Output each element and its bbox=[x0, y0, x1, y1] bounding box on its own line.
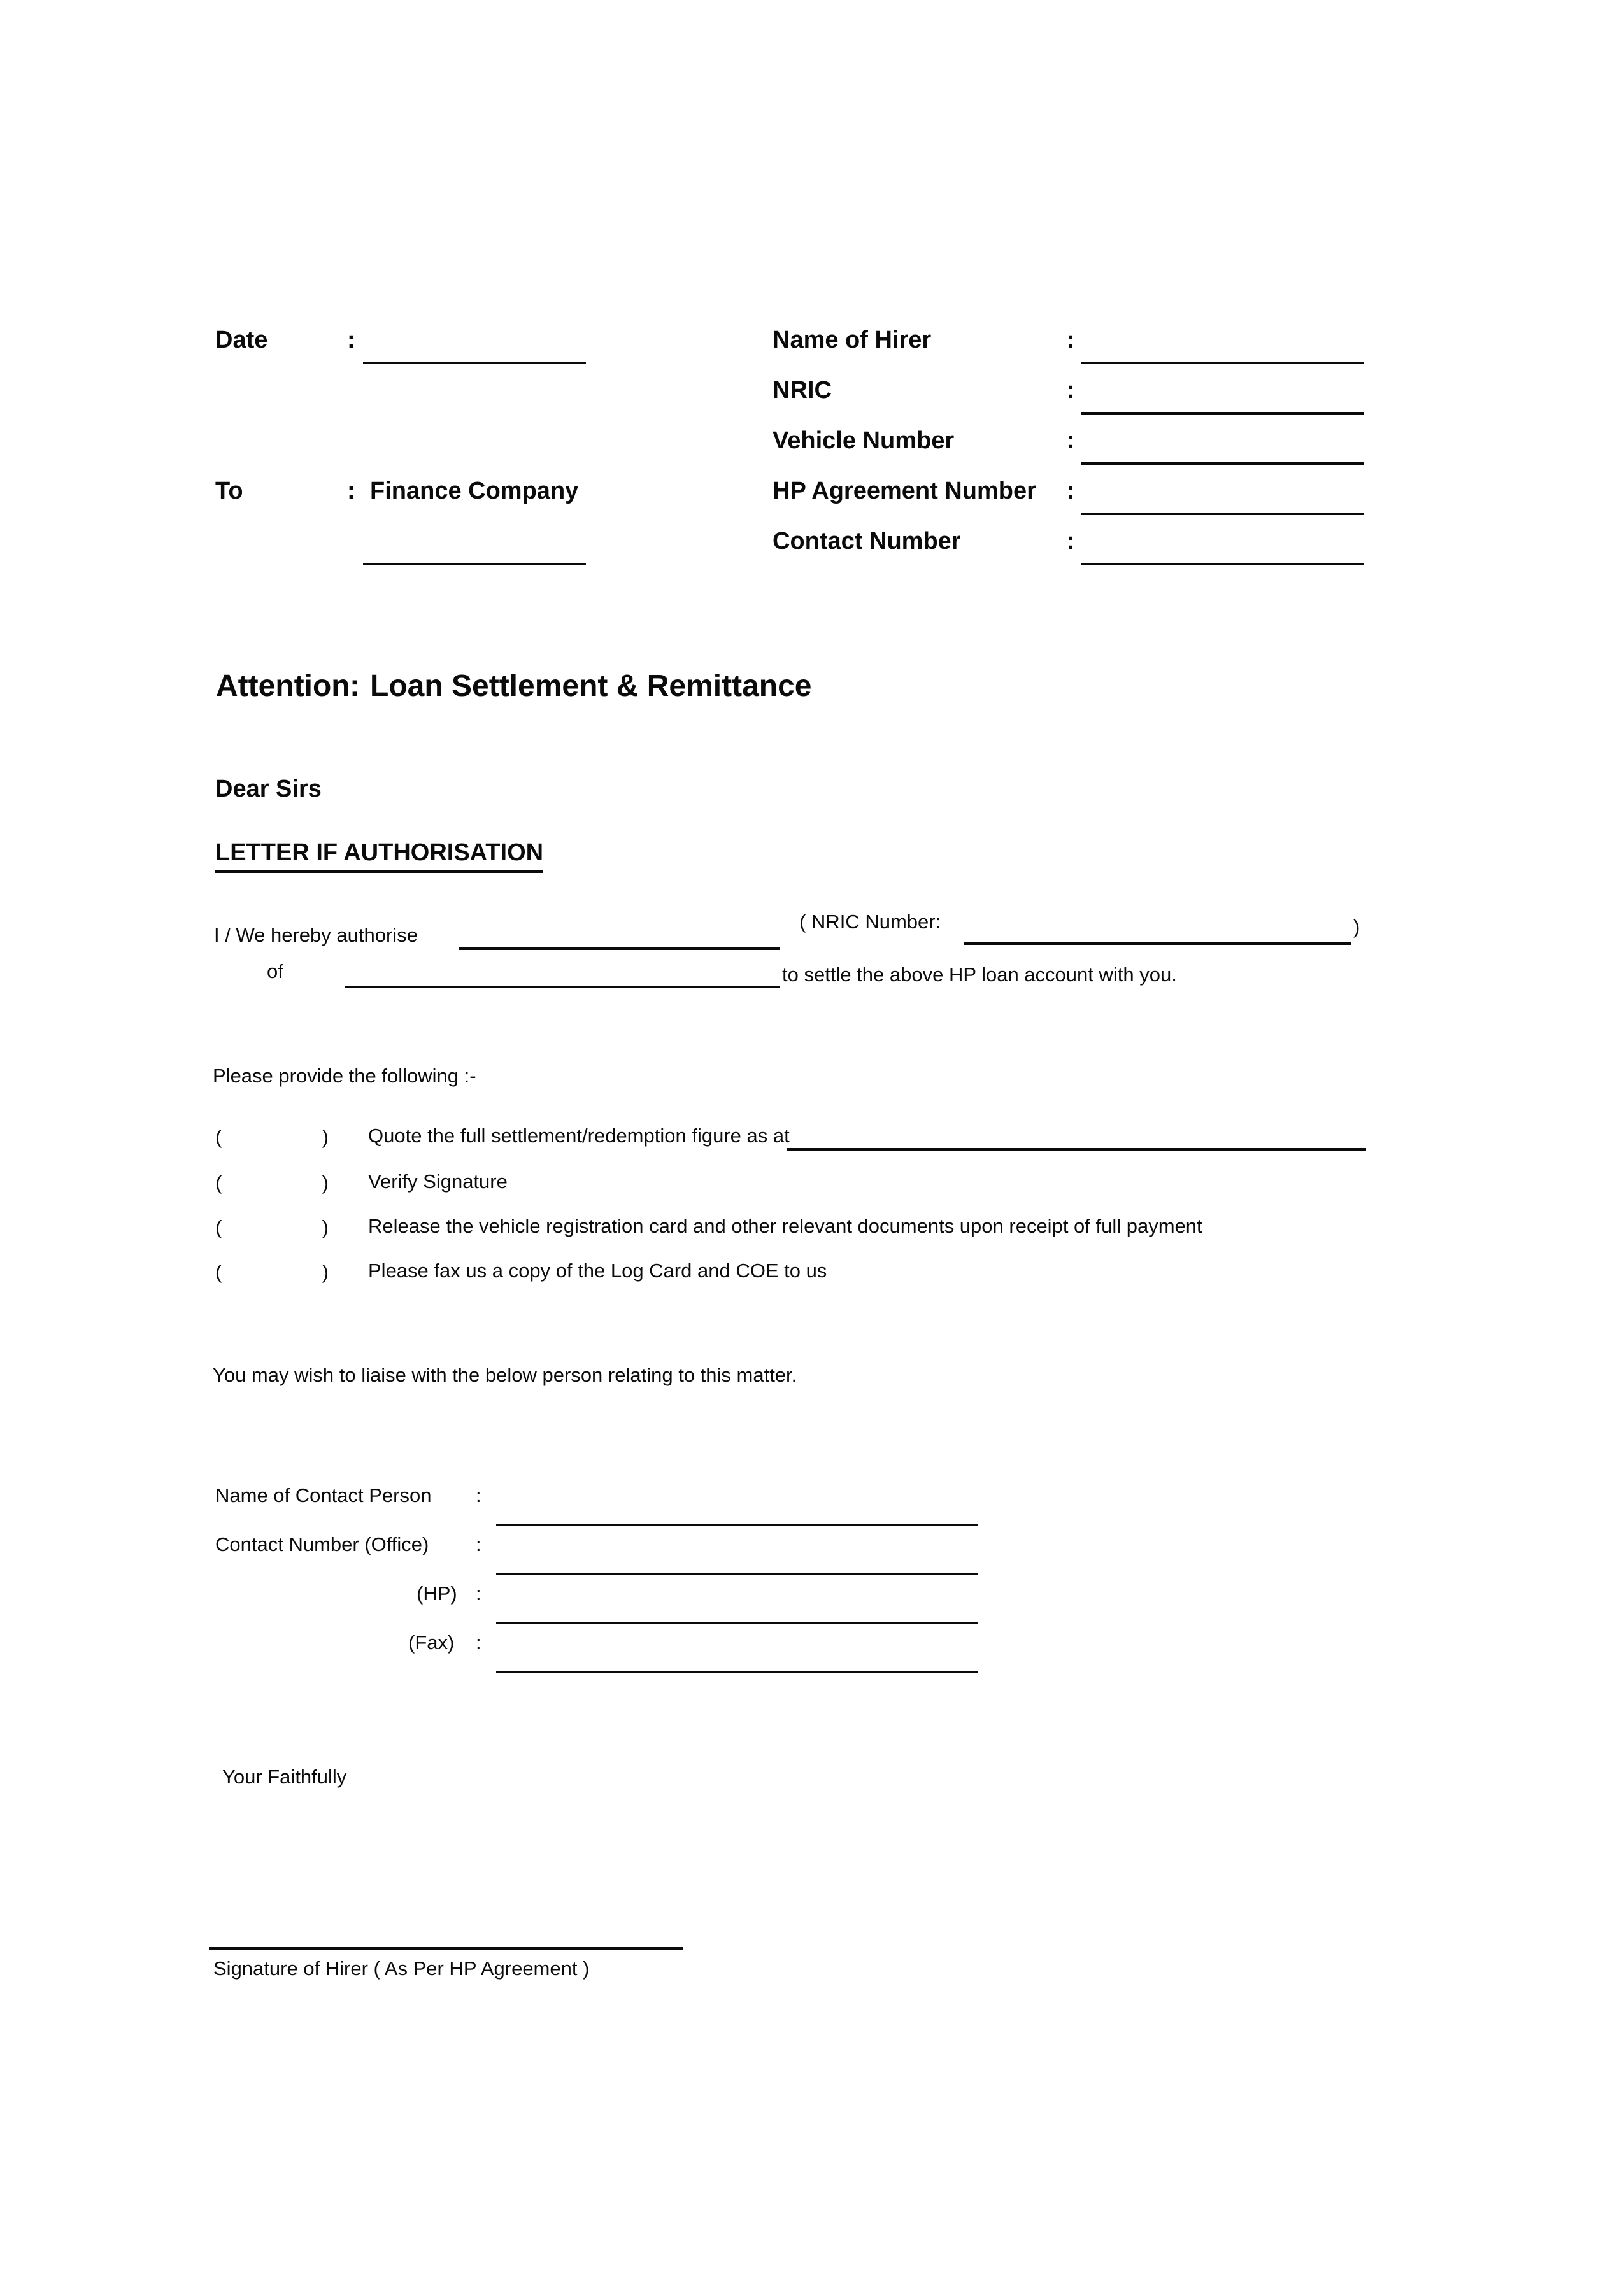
nric-label: NRIC bbox=[773, 377, 832, 404]
date-colon: : bbox=[347, 327, 355, 353]
item-release-documents-label: Release the vehicle registration card and other relevant documents upon receipt of full payment bbox=[368, 1215, 1202, 1237]
nric-number-fill-line[interactable] bbox=[964, 942, 1351, 945]
attention-value: Loan Settlement & Remittance bbox=[370, 669, 812, 703]
nric-number-close: ) bbox=[1353, 916, 1360, 938]
to-colon: : bbox=[347, 478, 355, 504]
authorised-company-fill-line[interactable] bbox=[345, 986, 780, 988]
paren-close: ) bbox=[322, 1261, 329, 1283]
paren-open: ( bbox=[215, 1216, 222, 1238]
authorise-of-label: of bbox=[267, 960, 283, 982]
paren-close: ) bbox=[322, 1216, 329, 1238]
name-of-hirer-fill-line[interactable] bbox=[1081, 362, 1364, 364]
item-fax-logcard-label: Please fax us a copy of the Log Card and COE to us bbox=[368, 1259, 827, 1282]
fax-number-fill-line[interactable] bbox=[496, 1671, 978, 1673]
authorise-suffix: to settle the above HP loan account with you. bbox=[782, 963, 1177, 986]
paren-close: ) bbox=[322, 1126, 329, 1148]
item-verify-signature-label: Verify Signature bbox=[368, 1170, 508, 1193]
to-value: Finance Company bbox=[370, 478, 579, 504]
salutation: Dear Sirs bbox=[215, 776, 322, 802]
hp-number-colon: : bbox=[476, 1582, 481, 1605]
paren-open: ( bbox=[215, 1172, 222, 1194]
fax-number-colon: : bbox=[476, 1631, 481, 1654]
nric-number-open: ( NRIC Number: bbox=[799, 911, 941, 933]
attention-colon: : bbox=[350, 669, 360, 703]
hp-agreement-number-fill-line[interactable] bbox=[1081, 513, 1364, 515]
contact-person-label: Name of Contact Person bbox=[215, 1484, 432, 1506]
nric-fill-line[interactable] bbox=[1081, 412, 1364, 415]
paren-open: ( bbox=[215, 1126, 222, 1148]
checkbox-quote-figure[interactable] bbox=[215, 1126, 329, 1149]
liaise-note: You may wish to liaise with the below person relating to this matter. bbox=[213, 1364, 797, 1386]
contact-number-fill-line[interactable] bbox=[1081, 563, 1364, 565]
checkbox-release-documents[interactable] bbox=[215, 1216, 329, 1239]
office-number-fill-line[interactable] bbox=[496, 1573, 978, 1575]
paren-open: ( bbox=[215, 1261, 222, 1283]
date-fill-line[interactable] bbox=[363, 362, 586, 364]
authorised-name-fill-line[interactable] bbox=[459, 947, 780, 950]
name-of-hirer-colon: : bbox=[1067, 327, 1075, 353]
contact-number-colon: : bbox=[1067, 528, 1075, 555]
vehicle-number-colon: : bbox=[1067, 427, 1075, 454]
attention-label: Attention bbox=[216, 669, 350, 703]
signature-line[interactable] bbox=[209, 1947, 683, 1950]
paren-close: ) bbox=[322, 1172, 329, 1194]
name-of-hirer-label: Name of Hirer bbox=[773, 327, 932, 353]
closing: Your Faithfully bbox=[222, 1766, 347, 1788]
hp-agreement-number-colon: : bbox=[1067, 478, 1075, 504]
date-label: Date bbox=[215, 327, 268, 353]
office-number-colon: : bbox=[476, 1533, 481, 1555]
vehicle-number-label: Vehicle Number bbox=[773, 427, 955, 454]
to-fill-line[interactable] bbox=[363, 563, 586, 565]
signature-caption: Signature of Hirer ( As Per HP Agreement ) bbox=[213, 1957, 590, 1980]
hp-agreement-number-label: HP Agreement Number bbox=[773, 478, 1036, 504]
contact-number-label: Contact Number bbox=[773, 528, 961, 555]
checkbox-verify-signature[interactable] bbox=[215, 1172, 329, 1194]
checkbox-fax-logcard[interactable] bbox=[215, 1261, 329, 1284]
vehicle-number-fill-line[interactable] bbox=[1081, 462, 1364, 465]
provide-intro: Please provide the following :- bbox=[213, 1065, 476, 1087]
authorise-prefix: I / We hereby authorise bbox=[214, 924, 418, 946]
fax-number-label: (Fax) bbox=[408, 1631, 455, 1654]
subject-line: LETTER IF AUTHORISATION bbox=[215, 840, 543, 873]
contact-person-colon: : bbox=[476, 1484, 481, 1506]
hp-number-fill-line[interactable] bbox=[496, 1622, 978, 1624]
hp-number-label: (HP) bbox=[417, 1582, 457, 1605]
nric-colon: : bbox=[1067, 377, 1075, 404]
office-number-label: Contact Number (Office) bbox=[215, 1533, 429, 1555]
contact-person-fill-line[interactable] bbox=[496, 1524, 978, 1526]
to-label: To bbox=[215, 478, 243, 504]
settlement-date-fill-line[interactable] bbox=[787, 1148, 1366, 1151]
item-quote-figure-label: Quote the full settlement/redemption figure as at bbox=[368, 1124, 790, 1147]
